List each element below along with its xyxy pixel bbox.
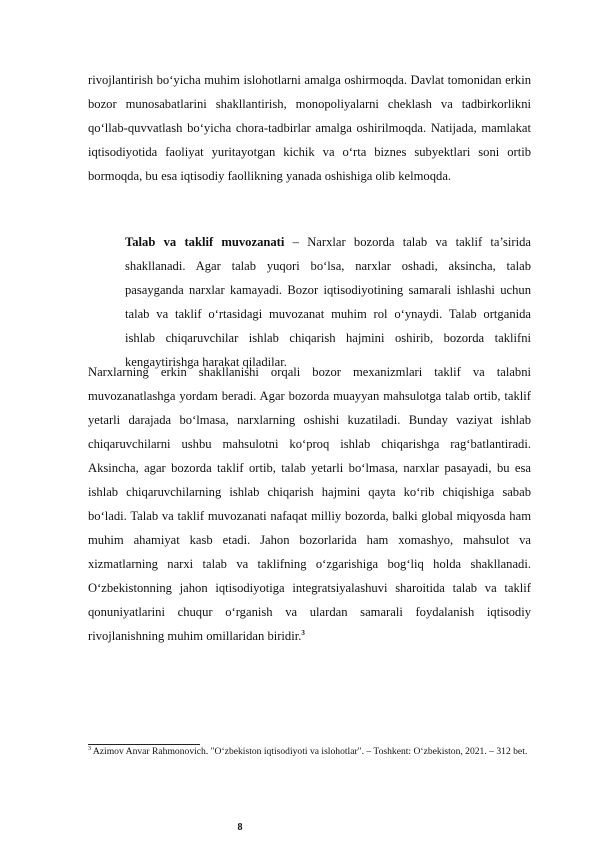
- paragraph-price-formation-text: Narxlarning erkin shakllanishi orqali bozor mexanizmlari taklif va talabni muvozanatlashga yordam beradi. Agar bozorda muayyan mahsulotga talab ortib, taklif yetarli darajada bo‘lmasa, narxlarning oshishi kuzatiladi. Bunday vaziyat ishlab chiqaruvchilarni ushbu mahsulotni ko‘proq ishlab chiqarishga rag‘batlantiradi. Aksincha, agar bozorda taklif ortib, talab yetarli bo‘lmasa, narxlar pasayadi, bu esa ishlab chiqaruvchilarning ishlab chiqarish hajmini qayta ko‘rib chiqishiga sabab bo‘ladi. Talab va taklif muvozanati nafaqat milliy bozorda, balki global miqyosda ham muhim ahamiyat kasb etadi. Jahon bozorlarida ham xomashyo, mahsulot va xizmatlarning narxi talab va taklifning o‘zgarishiga bog‘liq holda shakllanadi. O‘zbekistonning jahon iqtisodiyotiga integratsiyalashuvi sharoitida talab va taklif qonuniyatlarini chuqur o‘rganish va ulardan samarali foydalanish iqtisodiy rivojlanishning muhim omillaridan biridir.: [88, 365, 531, 643]
- paragraph-price-formation: [88, 360, 531, 648]
- footnote-marker: 3: [88, 745, 91, 752]
- definition-text: – Narxlar bozorda talab va taklif ta’sirida shakllanadi. Agar talab yuqori bo‘lsa, narxlar oshadi, aksincha, talab pasayganda narxlar kamayadi. Bozor iqtisodiyotining samarali ishlashi uchun talab va taklif o‘rtasidagi muvozanat muhim rol o‘ynaydi. Talab ortganida ishlab chiqaruvchilar ishlab chiqarish hajmini oshirib, bozorda taklifni kengaytirishga harakat qiladilar.: [125, 235, 531, 369]
- term-supply-demand-equilibrium: Talab va taklif muvozanati: [125, 235, 285, 249]
- footnote: [88, 743, 531, 760]
- paragraph-reforms: [88, 68, 531, 188]
- paragraph-reforms-text: rivojlantirish bo‘yicha muhim islohotlarni amalga oshirmoqda. Davlat tomonidan erkin bozor munosabatlarini shakllantirish, monopoliyalarni cheklash va tadbirkorlikni qo‘llab-quvvatlash bo‘yicha chora-tadbirlar amalga oshirilmoqda. Natijada, mamlakat iqtisodiyotida faoliyat yuritayotgan kichik va o‘rta biznes subyektlari soni ortib bormoqda, bu esa iqtisodiy faollikning yanada oshishiga olib kelmoqda.: [88, 73, 531, 183]
- footnote-text: Azimov Anvar Rahmonovich. "O‘zbekiston iqtisodiyoti va islohotlar". – Toshkent: O‘zbekiston, 2021. – 312 bet.: [91, 746, 528, 757]
- footnote-reference[interactable]: 3: [301, 628, 305, 637]
- paragraph-supply-demand-definition: [125, 230, 531, 374]
- page-number: 8: [237, 822, 243, 833]
